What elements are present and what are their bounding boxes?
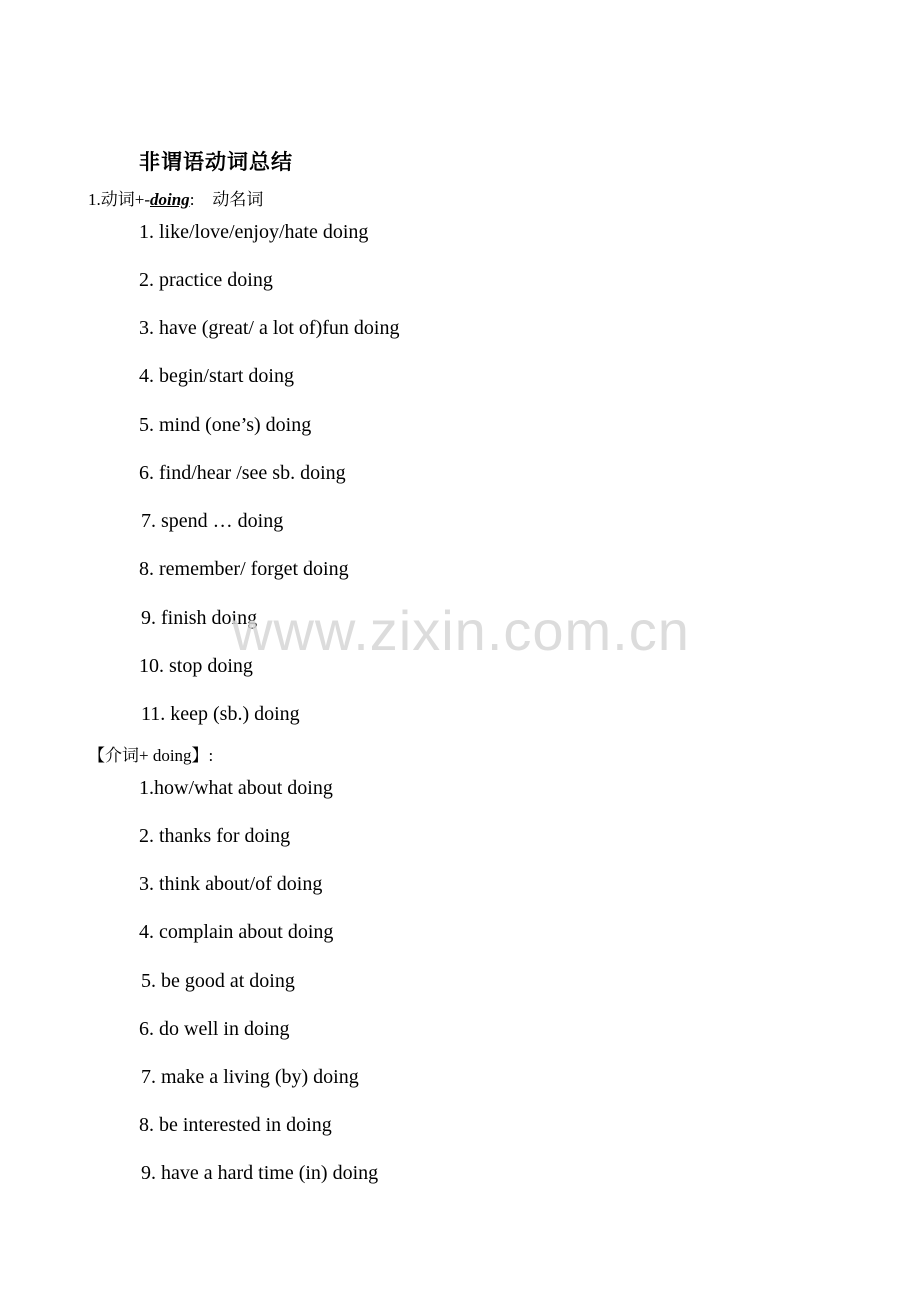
list-item: 1. like/love/enjoy/hate doing: [139, 221, 369, 243]
list-item: 9. finish doing: [141, 607, 258, 629]
list-item: 6. do well in doing: [139, 1018, 290, 1040]
list-item: 6. find/hear /see sb. doing: [139, 462, 346, 484]
list-item: 5. mind (one’s) doing: [139, 414, 312, 436]
list-item: 3. have (great/ a lot of)fun doing: [139, 317, 400, 339]
list-item: 4. complain about doing: [139, 921, 334, 943]
list-item: 2. thanks for doing: [139, 825, 291, 847]
section-heading-suffix: 动名词: [212, 190, 264, 209]
list-item: 9. have a hard time (in) doing: [141, 1162, 379, 1184]
watermark: www.zixin.com.cn: [232, 599, 690, 662]
list-item: 11. keep (sb.) doing: [141, 703, 300, 725]
list-item: 3. think about/of doing: [139, 873, 323, 895]
list-item: 2. practice doing: [139, 269, 273, 291]
section-heading-prefix: 1.动词+-: [88, 190, 150, 209]
list-item: 7. spend … doing: [141, 510, 284, 532]
list-item: 10. stop doing: [139, 655, 253, 677]
list-item: 4. begin/start doing: [139, 365, 294, 387]
document-title: 非谓语动词总结: [139, 150, 293, 174]
list-item: 8. remember/ forget doing: [139, 558, 349, 580]
list-item: 8. be interested in doing: [139, 1114, 332, 1136]
list-item: 1.how/what about doing: [139, 777, 333, 799]
list-item: 5. be good at doing: [141, 970, 295, 992]
section-heading-preposition: 【介词+ doing】:: [88, 746, 214, 765]
list-item: 7. make a living (by) doing: [141, 1066, 359, 1088]
section-heading-gerund: [88, 185, 263, 210]
section-heading-colon: :: [189, 190, 195, 209]
section-heading-keyword: doing: [150, 190, 190, 209]
